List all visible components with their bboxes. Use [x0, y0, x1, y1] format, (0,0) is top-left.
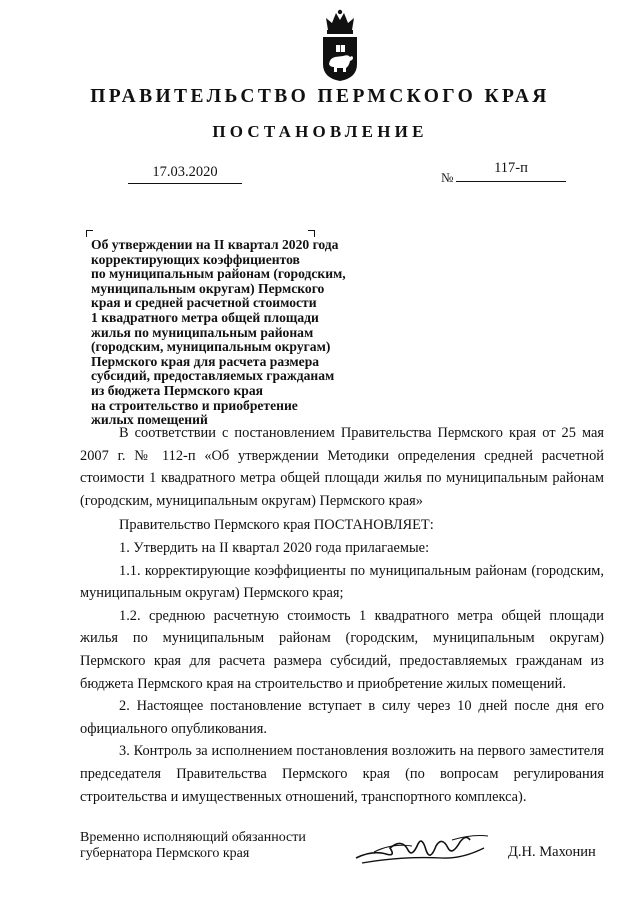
document-type-title: ПОСТАНОВЛЕНИЕ	[212, 122, 428, 141]
subject-line: муниципальным округам) Пермского	[91, 280, 325, 296]
signatory-role-line: губернатора Пермского края	[80, 845, 250, 861]
subject-corner-right	[308, 230, 315, 237]
handwritten-signature-icon	[352, 828, 492, 870]
intro-paragraph: В соответствии с постановлением Правительства Пермского края от 25 мая 2007 г. № 112-п «Об утверждении Методики определения средней расчетной стоимости 1 квадратного метра общей площади жилья по муниципальным районам (городским, муниципальным округам) Пермского края»	[80, 425, 604, 509]
document-date: 17.03.2020	[128, 164, 242, 184]
item-1-2-paragraph: 1.2. среднюю расчетную стоимость 1 квадратного метра общей площади жилья по муниципальным районам (городским, муниципальным округам) Пермского края для расчета размера субсидий, предоставляемых гражданам из бюджета Пермского края на строительство и приобретение жилых помещений.	[80, 607, 604, 692]
subject-line: 1 квадратного метра общей площади	[91, 309, 319, 325]
subject-line: края и средней расчетной стоимости	[91, 295, 317, 311]
subject-line: на строительство и приобретение	[91, 397, 298, 413]
item-3-paragraph: 3. Контроль за исполнением постановления возложить на первого заместителя председателя Правительства Пермского края (по вопросам регулирования строительства и имущественных отношений, транспортного комплекса).	[80, 743, 604, 805]
subject-line: (городским, муниципальным округам)	[91, 339, 331, 355]
subject-line: из бюджета Пермского края	[91, 382, 264, 398]
government-title: ПРАВИТЕЛЬСТВО ПЕРМСКОГО КРАЯ	[90, 86, 550, 107]
number-underline	[456, 181, 566, 182]
signatory-role-line: Временно исполняющий обязанности	[80, 830, 306, 845]
subject-line: Пермского края для расчета размера	[91, 353, 320, 369]
subject-line: по муниципальным районам (городским,	[91, 266, 346, 282]
subject-line: жилья по муниципальным районам	[91, 324, 314, 340]
subject-line: субсидий, предоставляемых гражданам	[91, 368, 335, 384]
document-subject	[91, 238, 346, 428]
subject-corner-left	[86, 230, 93, 237]
item-1-1-paragraph: 1.1. корректирующие коэффициенты по муниципальным районам (городским, муниципальным округам) Пермского края;	[80, 562, 604, 602]
subject-line: жилых помещений	[91, 412, 208, 428]
subject-line: корректирующих коэффициентов	[91, 251, 300, 267]
signatory-name: Д.Н. Махонин	[508, 844, 596, 860]
number-label: №	[441, 170, 454, 185]
resolves-paragraph: Правительство Пермского края ПОСТАНОВЛЯЕТ:	[119, 517, 434, 534]
item-1-paragraph: 1. Утвердить на II квартал 2020 года прилагаемые:	[119, 539, 430, 556]
item-2-paragraph: 2. Настоящее постановление вступает в силу через 10 дней после дня его официального опубликования.	[80, 698, 604, 737]
coat-of-arms-bear-icon	[319, 8, 361, 82]
subject-line: Об утверждении на II квартал 2020 года	[91, 237, 339, 252]
signatory-role	[80, 830, 306, 861]
document-body	[80, 422, 604, 808]
document-number: 117-п	[494, 160, 528, 176]
